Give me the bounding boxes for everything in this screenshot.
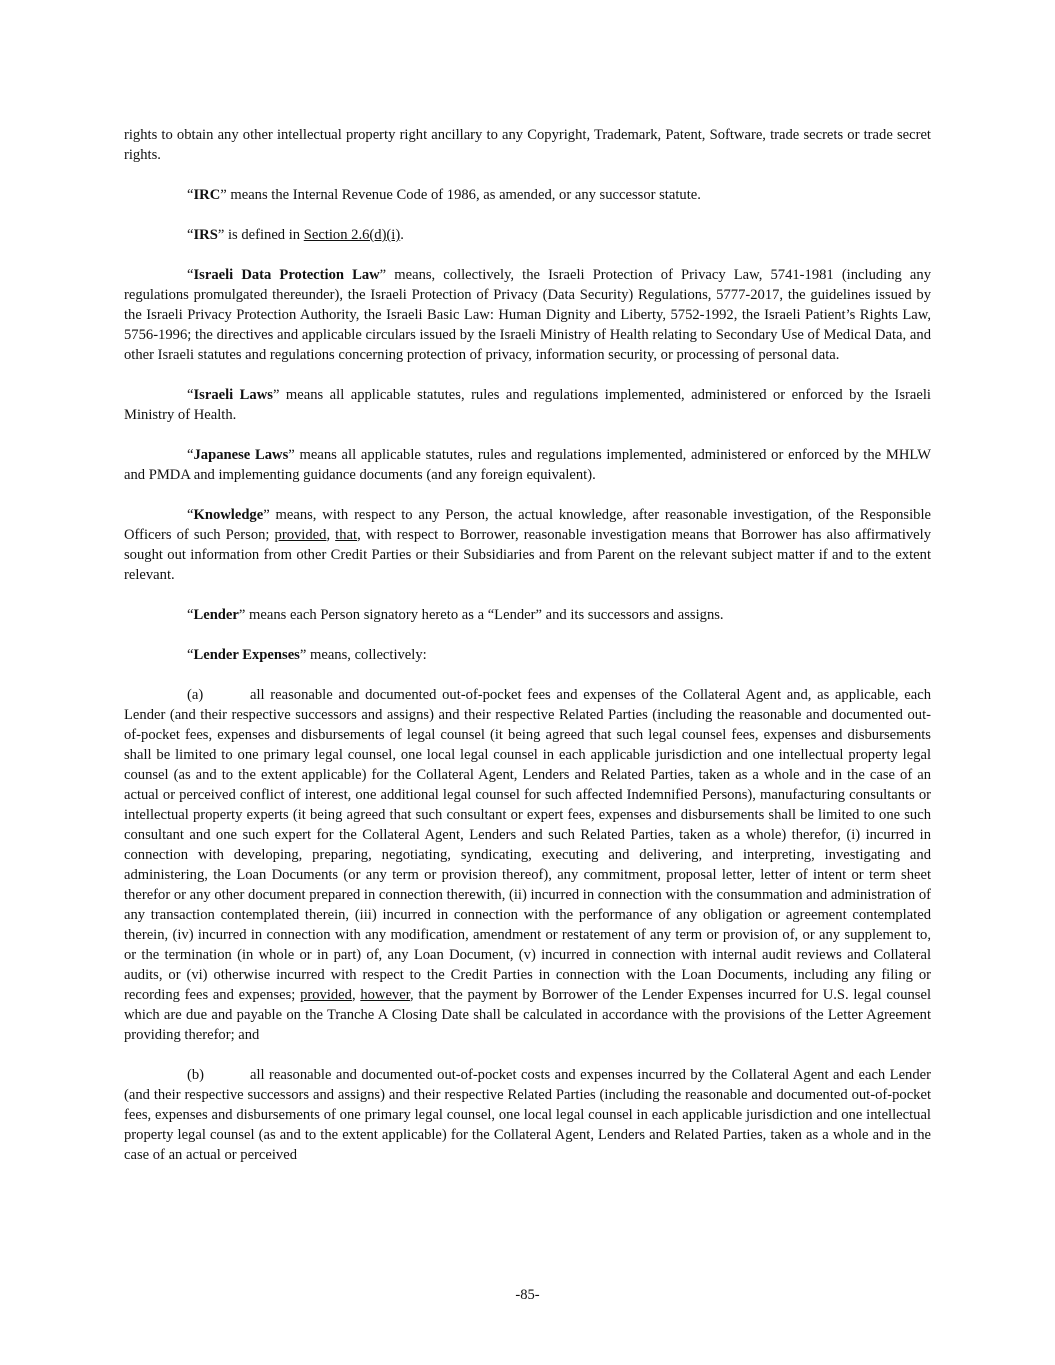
- separator: ,: [326, 527, 336, 543]
- defined-term: IRC: [193, 187, 221, 203]
- definition-text: ” means all applicable statutes, rules and regulations implemented, administered or enforced by the MHLW and PMDA and implementing guidance documents (and any foreign equivalent).: [124, 447, 931, 483]
- page-body: [124, 125, 931, 1185]
- definition-israeli-data-protection-law: “Israeli Data Protection Law” means, collectively, the Israeli Protection of Privacy Law, 5741-1981 (including any regulations promulgated thereunder), the Israeli Protection of Privacy (Data Security) Regulations, 5777-2017, the guidelines issued by the Israeli Privacy Protection Authority, the Israeli Basic Law: Human Dignity and Liberty, 5752-1992, the Israeli Patient’s Rights Law, 5756-1996; the directives and applicable circulars issued by the Israeli Ministry of Health relating to Secondary Use of Medical Data, and other Israeli statutes and regulations concerning protection of privacy, information security, or processing of personal data.: [124, 267, 931, 363]
- clause-label: (a): [187, 687, 204, 703]
- definition-text: ” means all applicable statutes, rules and regulations implemented, administered or enforced by the Israeli Ministry of Health.: [124, 387, 931, 423]
- definition-irs: “IRS” is defined in Section 2.6(d)(i).: [187, 227, 404, 243]
- paragraph-text: rights to obtain any other intellectual property right ancillary to any Copyright, Trademark, Patent, Software, trade secrets or trade secret rights.: [124, 127, 931, 163]
- definition-japanese-laws: “Japanese Laws” means all applicable statutes, rules and regulations implemented, administered or enforced by the MHLW and PMDA and implementing guidance documents (and any foreign equivalent).: [124, 447, 931, 483]
- definition-lender: “Lender” means each Person signatory hereto as a “Lender” and its successors and assigns.: [187, 607, 724, 623]
- definition-lender-expenses: “Lender Expenses” means, collectively:: [187, 647, 427, 663]
- defined-term: Israeli Laws: [193, 387, 273, 403]
- defined-term: Lender: [193, 607, 239, 623]
- underlined-provided: provided: [300, 987, 352, 1003]
- defined-term: Japanese Laws: [193, 447, 289, 463]
- clause-b: [124, 1065, 931, 1165]
- definition-text: ” is defined in: [217, 227, 304, 243]
- defined-term: Knowledge: [193, 507, 264, 523]
- clause-text: all reasonable and documented out-of-pocket fees and expenses of the Collateral Agent and, as applicable, each Lender (and their respective successors and assigns) and their respective Related Parties (including the reasonable and documented out-of-pocket fees, expenses and disbursements of legal counsel (it being agreed that such legal counsel fees, expenses and disbursements shall be limited to one primary legal counsel, one local legal counsel in each applicable jurisdiction and one intellectual property legal counsel (as and to the extent applicable) for the Collateral Agent, Lenders and Related Parties, taken as a whole and in the case of an actual or perceived conflict of interest, one additional legal counsel for such affected Indemnified Persons), manufacturing consultants or intellectual property experts (it being agreed that such consultant or expert fees, expenses and disbursements shall be limited to one such consultant and one such expert for the Collateral Agent, Lenders and such Related Parties, taken as a whole) therefor, (i) incurred in connection with developing, preparing, negotiating, syndicating, executing and delivering, and interpreting, investigating and administering, the Loan Documents (or any term or provision thereof), any commitment, proposal letter, letter of intent or term sheet therefor or any other document prepared in connection therewith, (ii) incurred in connection with the consummation and administration of any transaction contemplated therein, (iii) incurred in connection with the performance of any obligation or agreement contemplated therein, (iv) incurred in connection with any modification, amendment or restatement of any term or provision of, or any supplement to, or the termination (in whole or in part) of, any Loan Document, (v) incurred in connection with internal audit reviews and Collateral audits, or (vi) otherwise incurred with respect to the Credit Parties in connection with the Loan Documents, including any filing or recording fees and expenses;: [124, 687, 931, 1003]
- definition-text: ” means, collectively, the Israeli Protection of Privacy Law, 5741-1981 (including any regulations promulgated thereunder), the Israeli Protection of Privacy (Data Security) Regulations, 5777-2017, the guidelines issued by the Israeli Privacy Protection Authority, the Israeli Basic Law: Human Dignity and Liberty, 5752-1992, the Israeli Patient’s Rights Law, 5756-1996; the directives and applicable circulars issued by the Israeli Ministry of Health relating to Secondary Use of Medical Data, and other Israeli statutes and regulations concerning protection of privacy, information security, or processing of personal data.: [124, 267, 931, 363]
- underlined-that: that: [335, 527, 358, 543]
- definition-end: .: [400, 227, 404, 243]
- underlined-however: however: [360, 987, 410, 1003]
- definition-text: ” means each Person signatory hereto as a “Lender” and its successors and assigns.: [238, 607, 724, 623]
- definition-text-continued: , with respect to Borrower, reasonable investigation means that Borrower has also affirmatively sought out information from other Credit Parties or their Subsidiaries and from Parent on the relevant subject matter if and to the extent relevant.: [124, 527, 931, 583]
- section-reference: Section 2.6(d)(i): [303, 227, 401, 243]
- definition-knowledge: “Knowledge” means, with respect to any Person, the actual knowledge, after reasonable investigation, of the Responsible Officers of such Person; provided, that, with respect to Borrower, reasonable investigation means that Borrower has also affirmatively sought out information from other Credit Parties or their Subsidiaries and from Parent on the relevant subject matter if and to the extent relevant.: [124, 507, 931, 583]
- definition-irc: “IRC” means the Internal Revenue Code of 1986, as amended, or any successor statute.: [187, 187, 701, 203]
- definition-text: ” means the Internal Revenue Code of 1986, as amended, or any successor statute.: [220, 187, 701, 203]
- underlined-provided: provided: [274, 527, 327, 543]
- clause-label: (b): [187, 1067, 205, 1083]
- paragraph-continued: [124, 125, 931, 165]
- clause-text: all reasonable and documented out-of-pocket costs and expenses incurred by the Collateral Agent and each Lender (and their respective successors and assigns) and their respective Related Parties (including the reasonable and documented out-of-pocket fees, expenses and disbursements of one primary legal counsel, one local legal counsel in each applicable jurisdiction and one intellectual property legal counsel (as and to the extent applicable) for the Collateral Agent, Lenders and Related Parties, taken as a whole and in the case of an actual or perceived: [124, 1067, 931, 1163]
- separator: ,: [351, 987, 361, 1003]
- definition-text: ” means, with respect to any Person, the actual knowledge, after reasonable investigation, of the Responsible Officers of such Person;: [124, 507, 931, 543]
- page-number: -85-: [515, 1287, 540, 1303]
- defined-term: Lender Expenses: [193, 647, 300, 663]
- definition-text: ” means, collectively:: [299, 647, 427, 663]
- definition-israeli-laws: “Israeli Laws” means all applicable statutes, rules and regulations implemented, administered or enforced by the Israeli Ministry of Health.: [124, 387, 931, 423]
- clause-a: [124, 685, 931, 1045]
- clause-text-continued: , that the payment by Borrower of the Lender Expenses incurred for U.S. legal counsel which are due and payable on the Tranche A Closing Date shall be calculated in accordance with the provisions of the Letter Agreement providing therefor; and: [124, 987, 932, 1043]
- defined-term: IRS: [193, 227, 218, 243]
- defined-term: Israeli Data Protection Law: [193, 267, 380, 283]
